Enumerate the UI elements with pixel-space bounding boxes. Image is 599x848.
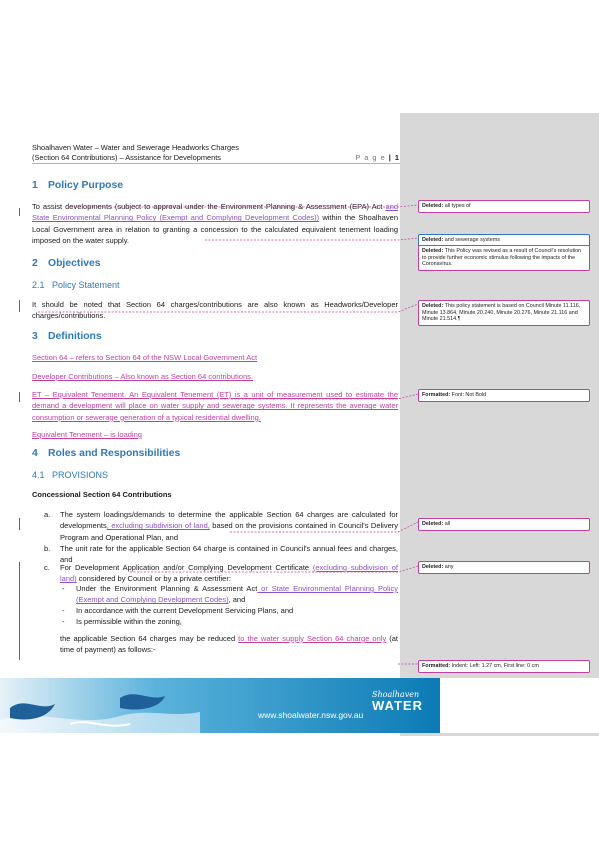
definition-equivalent-tenement-loading: Equivalent Tenement – is loading xyxy=(32,430,142,439)
list-item-a: The system loadings/demands to determine the applicable Section 64 charges are calculated for developments, excluding subdivision of land, based on the provisions contained in Council's Delivery Program and Operational Plan, and xyxy=(60,510,398,542)
shoalhaven-water-logo xyxy=(372,690,432,726)
section-heading-objectives: 2 Objectives xyxy=(32,258,101,269)
comment-formatted-indent[interactable]: Formatted: Indent: Left: 1.27 cm, First line: 0 cm xyxy=(418,660,590,673)
comment-formatted-not-bold[interactable]: Formatted: Font: Not Bold xyxy=(418,389,590,402)
list-marker-a: a. xyxy=(44,510,51,519)
sub-item-servicing-plans: In accordance with the current Development Servicing Plans, and xyxy=(76,606,294,615)
logo-script: Shoalhaven xyxy=(372,690,420,699)
list-item-c: For Development Application and/or Complying Development Certificate (excluding subdivision of land) considered by Council or by a private certifier: xyxy=(60,563,398,584)
inserted-text: (excluding subdivision of land) xyxy=(60,563,398,584)
subheading-provisions: 4.1 PROVISIONS xyxy=(32,470,109,480)
reduction-paragraph: the applicable Section 64 charges may be reduced to the water supply Section 64 charge only (at time of payment) as follows:- xyxy=(60,634,398,655)
page-label: P a g e xyxy=(355,153,386,162)
dash-marker: - xyxy=(62,584,65,593)
subheading-policy-statement: 2.1 Policy Statement xyxy=(32,280,120,290)
policy-purpose-paragraph: To assist developments (subject to approval under the Environment Planning & Assessment (EPA) Act and State Environmental Planning Policy (Exempt and Complying Development Codes)) within the Shoalhaven Local Government area in relation to granting a concession to the calculated equivalent tenement loading imposed on the water supply. xyxy=(32,202,398,246)
sub-item-epa-act: Under the Environment Planning & Assessment Act or State Environmental Planning Policy (Exempt and Complying Development Codes), and xyxy=(76,584,398,605)
comment-deleted-sewerage[interactable]: Deleted: and sewerage systems xyxy=(418,234,590,247)
header-title-line1: Shoalhaven Water – Water and Sewerage Headworks Charges xyxy=(32,143,239,152)
comment-deleted-any[interactable]: Deleted: any xyxy=(418,561,590,574)
sub-item-zoning: Is permissible within the zoning, xyxy=(76,617,182,626)
definition-equivalent-tenement: ET – Equivalent Tenement. An Equivalent Tenement (ET) is a unit of measurement used to estimate the demand a development will place on water supply and sewerage systems. It represents the average water consumption or sewerage generation of a typical residential dwelling. xyxy=(32,390,398,422)
list-marker-c: c. xyxy=(44,563,50,572)
section-heading-policy-purpose: 1 Policy Purpose xyxy=(32,180,124,191)
logo-word: WATER xyxy=(372,698,423,713)
footer-website-link[interactable]: www.shoalwater.nsw.gov.au xyxy=(258,710,364,720)
comment-deleted-policy-revised[interactable]: Deleted: This Policy was revised as a result of Council's resolution to provide further economic stimulus following the impacts of the Coronavirus. xyxy=(418,245,590,271)
policy-statement-paragraph: It should be noted that Section 64 charges/contributions are also known as Headworks/Developer charges/contributions. xyxy=(32,300,398,321)
page-number-value: 1 xyxy=(394,153,400,162)
dash-marker: - xyxy=(62,606,65,615)
inserted-text: to the water supply Section 64 charge only xyxy=(238,634,387,643)
list-item-b: The unit rate for the applicable Section 64 charge is contained in Council's annual fees and charges, and xyxy=(60,544,398,565)
dash-marker: - xyxy=(62,617,65,626)
inserted-text: , excluding subdivision of land, xyxy=(106,521,210,531)
comment-deleted-all-types[interactable]: Deleted: all types of xyxy=(418,200,590,213)
page-separator: | xyxy=(385,153,395,162)
definition-developer-contributions: Developer Contributions – Also known as Section 64 contributions. xyxy=(32,372,253,381)
inserted-text: or State Environmental Planning Policy (Exempt and Complying Development Codes) xyxy=(76,584,398,605)
concessional-heading: Concessional Section 64 Contributions xyxy=(32,490,172,499)
list-marker-b: b. xyxy=(44,544,51,553)
footer-banner xyxy=(0,678,599,733)
section-heading-definitions: 3 Definitions xyxy=(32,331,102,342)
header-title-line2: (Section 64 Contributions) – Assistance for Developments xyxy=(32,153,221,162)
comment-deleted-all[interactable]: Deleted: all xyxy=(418,518,590,531)
inserted-text: and State Environmental Planning Policy (Exempt and Complying Development Codes)) xyxy=(32,202,398,223)
comment-deleted-policy-statement[interactable]: Deleted: This policy statement is based on Council Minute 11.116, Minute 13.864, Minute 20.240, Minute 20.276, Minute 21.116 and Minute 21.514.¶ xyxy=(418,300,590,326)
section-heading-roles: 4 Roles and Responsibilities xyxy=(32,448,181,459)
definition-section-64: Section 64 – refers to Section 64 of the NSW Local Government Act xyxy=(32,353,258,362)
